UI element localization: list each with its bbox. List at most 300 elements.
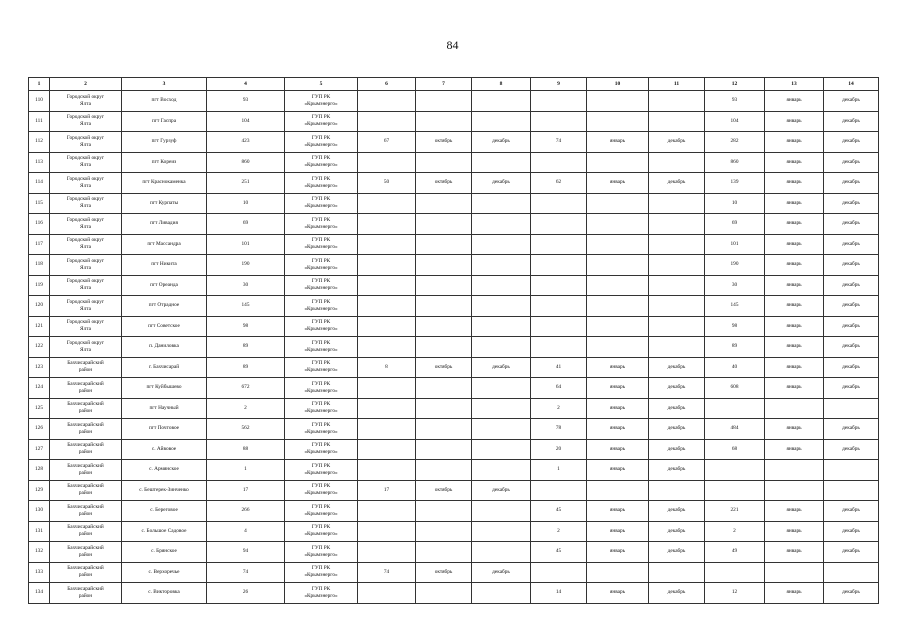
- col8-cell: декабрь: [472, 173, 531, 194]
- total-cell: 98: [207, 316, 285, 337]
- table-row: [29, 111, 879, 132]
- col6-cell: [358, 583, 416, 604]
- column-header-11: 11: [649, 78, 705, 91]
- column-header-6: 6: [358, 78, 416, 91]
- col11-cell: декабрь: [649, 398, 705, 419]
- col8-cell: [472, 378, 531, 399]
- col12-cell: [705, 562, 765, 583]
- district-cell: [50, 378, 122, 399]
- organization-cell-line: «Крымэнерго»: [304, 592, 338, 599]
- district-cell: [50, 439, 122, 460]
- col7-cell: [416, 111, 472, 132]
- organization-cell-line: «Крымэнерго»: [304, 408, 338, 415]
- col13-cell: январь: [765, 214, 824, 235]
- col12-cell: 30: [705, 275, 765, 296]
- column-header-1: 1: [29, 78, 50, 91]
- district-cell-line: Городской округ: [66, 339, 105, 346]
- organization-cell-line: ГУП РК: [311, 339, 331, 346]
- district-cell: [50, 214, 122, 235]
- district-cell-line: Ялта: [80, 100, 91, 107]
- organization-cell: [285, 480, 358, 501]
- district-cell-line: Бахчисарайский: [67, 442, 104, 449]
- col8-cell: декабрь: [472, 132, 531, 153]
- organization-cell-line: «Крымэнерго»: [304, 264, 338, 271]
- col12-cell: 860: [705, 152, 765, 173]
- locality-cell: пгт Краснокаменка: [122, 173, 207, 194]
- col7-cell: [416, 583, 472, 604]
- district-cell: [50, 296, 122, 317]
- col6-cell: [358, 378, 416, 399]
- col8-cell: [472, 214, 531, 235]
- col8-cell: [472, 316, 531, 337]
- total-cell: 74: [207, 562, 285, 583]
- col6-cell: [358, 316, 416, 337]
- organization-cell-line: ГУП РК: [311, 216, 331, 223]
- col11-cell: [649, 234, 705, 255]
- col6-cell: [358, 337, 416, 358]
- row-number: 122: [29, 337, 50, 358]
- organization-cell-line: ГУП РК: [311, 585, 331, 592]
- locality-cell: пгт Научный: [122, 398, 207, 419]
- col11-cell: [649, 111, 705, 132]
- district-cell: [50, 460, 122, 481]
- organization-cell-line: «Крымэнерго»: [304, 285, 338, 292]
- district-cell-line: Ялта: [80, 326, 91, 333]
- col7-cell: [416, 439, 472, 460]
- locality-cell: пгт Ливадия: [122, 214, 207, 235]
- col8-cell: [472, 521, 531, 542]
- district-cell: [50, 193, 122, 214]
- organization-cell-line: «Крымэнерго»: [304, 346, 338, 353]
- page-number: 84: [446, 38, 459, 52]
- district-cell: [50, 111, 122, 132]
- district-cell: [50, 275, 122, 296]
- col12-cell: [705, 398, 765, 419]
- locality-cell: пгт Почтовое: [122, 419, 207, 440]
- district-cell: [50, 173, 122, 194]
- col10-cell: [587, 562, 649, 583]
- table-row: [29, 234, 879, 255]
- table-row: [29, 296, 879, 317]
- col12-cell: 608: [705, 378, 765, 399]
- district-cell-line: Городской округ: [66, 114, 105, 121]
- col11-cell: [649, 152, 705, 173]
- district-cell-line: район: [78, 592, 93, 599]
- district-cell-line: Ялта: [80, 244, 91, 251]
- district-cell-line: район: [78, 572, 93, 579]
- organization-cell-line: ГУП РК: [311, 503, 331, 510]
- col11-cell: [649, 316, 705, 337]
- col14-cell: декабрь: [824, 275, 879, 296]
- col10-cell: [587, 480, 649, 501]
- col6-cell: [358, 234, 416, 255]
- col8-cell: [472, 193, 531, 214]
- organization-cell: [285, 439, 358, 460]
- row-number: 124: [29, 378, 50, 399]
- col13-cell: [765, 480, 824, 501]
- locality-cell: с. Верхоречье: [122, 562, 207, 583]
- col11-cell: декабрь: [649, 419, 705, 440]
- col10-cell: январь: [587, 173, 649, 194]
- organization-cell-line: «Крымэнерго»: [304, 305, 338, 312]
- col6-cell: [358, 398, 416, 419]
- col9-cell: 41: [531, 357, 587, 378]
- col9-cell: 78: [531, 419, 587, 440]
- col13-cell: январь: [765, 275, 824, 296]
- col7-cell: [416, 316, 472, 337]
- organization-cell: [285, 501, 358, 522]
- col10-cell: [587, 275, 649, 296]
- col9-cell: [531, 193, 587, 214]
- table-row: [29, 419, 879, 440]
- col13-cell: январь: [765, 193, 824, 214]
- total-cell: 1: [207, 460, 285, 481]
- col10-cell: январь: [587, 583, 649, 604]
- col11-cell: декабрь: [649, 357, 705, 378]
- col8-cell: [472, 296, 531, 317]
- total-cell: 93: [207, 91, 285, 112]
- organization-cell: [285, 193, 358, 214]
- locality-cell: пгт Восход: [122, 91, 207, 112]
- total-cell: 101: [207, 234, 285, 255]
- row-number: 127: [29, 439, 50, 460]
- organization-cell: [285, 419, 358, 440]
- column-header-9: 9: [531, 78, 587, 91]
- organization-cell-line: «Крымэнерго»: [304, 387, 338, 394]
- col14-cell: декабрь: [824, 316, 879, 337]
- table-row: [29, 275, 879, 296]
- district-cell-line: Городской округ: [66, 278, 105, 285]
- district-cell-line: Ялта: [80, 203, 91, 210]
- organization-cell-line: «Крымэнерго»: [304, 141, 338, 148]
- organization-cell-line: ГУП РК: [311, 483, 331, 490]
- total-cell: 423: [207, 132, 285, 153]
- locality-cell: пгт Отрадное: [122, 296, 207, 317]
- col7-cell: [416, 91, 472, 112]
- col11-cell: [649, 255, 705, 276]
- district-cell-line: район: [78, 387, 93, 394]
- col8-cell: [472, 419, 531, 440]
- row-number: 132: [29, 542, 50, 563]
- district-cell: [50, 562, 122, 583]
- col13-cell: январь: [765, 521, 824, 542]
- district-cell-line: район: [78, 490, 93, 497]
- col11-cell: [649, 193, 705, 214]
- row-number: 128: [29, 460, 50, 481]
- col14-cell: декабрь: [824, 439, 879, 460]
- total-cell: 88: [207, 439, 285, 460]
- col8-cell: [472, 439, 531, 460]
- col8-cell: [472, 398, 531, 419]
- col14-cell: декабрь: [824, 337, 879, 358]
- total-cell: 2: [207, 398, 285, 419]
- col12-cell: 221: [705, 501, 765, 522]
- col7-cell: [416, 234, 472, 255]
- total-cell: 30: [207, 275, 285, 296]
- organization-cell: [285, 460, 358, 481]
- district-cell-line: район: [78, 428, 93, 435]
- row-number: 130: [29, 501, 50, 522]
- col10-cell: [587, 337, 649, 358]
- total-cell: 251: [207, 173, 285, 194]
- organization-cell-line: ГУП РК: [311, 237, 331, 244]
- col7-cell: октябрь: [416, 480, 472, 501]
- col6-cell: 8: [358, 357, 416, 378]
- col8-cell: [472, 337, 531, 358]
- organization-cell: [285, 214, 358, 235]
- district-cell-line: Городской округ: [66, 298, 105, 305]
- col11-cell: декабрь: [649, 521, 705, 542]
- col11-cell: [649, 562, 705, 583]
- organization-cell: [285, 234, 358, 255]
- district-cell: [50, 583, 122, 604]
- total-cell: 94: [207, 542, 285, 563]
- district-cell-line: Городской округ: [66, 175, 105, 182]
- district-cell-line: Городской округ: [66, 237, 105, 244]
- district-cell: [50, 398, 122, 419]
- locality-cell: с. Викторовка: [122, 583, 207, 604]
- col9-cell: [531, 562, 587, 583]
- col10-cell: [587, 255, 649, 276]
- col6-cell: 74: [358, 562, 416, 583]
- organization-cell: [285, 357, 358, 378]
- col9-cell: [531, 337, 587, 358]
- col8-cell: декабрь: [472, 357, 531, 378]
- organization-cell: [285, 173, 358, 194]
- organization-cell-line: ГУП РК: [311, 380, 331, 387]
- district-cell-line: Бахчисарайский: [67, 421, 104, 428]
- row-number: 131: [29, 521, 50, 542]
- locality-cell: пгт Курпаты: [122, 193, 207, 214]
- col14-cell: декабрь: [824, 152, 879, 173]
- district-cell-line: район: [78, 531, 93, 538]
- district-cell-line: Ялта: [80, 141, 91, 148]
- district-cell: [50, 255, 122, 276]
- col14-cell: декабрь: [824, 234, 879, 255]
- organization-cell: [285, 337, 358, 358]
- total-cell: 4: [207, 521, 285, 542]
- table-row: [29, 480, 879, 501]
- col10-cell: январь: [587, 357, 649, 378]
- col12-cell: 89: [705, 337, 765, 358]
- organization-cell-line: «Крымэнерго»: [304, 469, 338, 476]
- row-number: 133: [29, 562, 50, 583]
- col9-cell: [531, 296, 587, 317]
- col14-cell: декабрь: [824, 378, 879, 399]
- total-cell: 190: [207, 255, 285, 276]
- col12-cell: 49: [705, 542, 765, 563]
- organization-cell-line: ГУП РК: [311, 298, 331, 305]
- col6-cell: [358, 296, 416, 317]
- col6-cell: 17: [358, 480, 416, 501]
- col9-cell: [531, 316, 587, 337]
- col13-cell: январь: [765, 357, 824, 378]
- district-cell-line: Ялта: [80, 346, 91, 353]
- col9-cell: [531, 480, 587, 501]
- district-cell-line: Бахчисарайский: [67, 585, 104, 592]
- district-cell-line: Ялта: [80, 223, 91, 230]
- total-cell: 266: [207, 501, 285, 522]
- organization-cell-line: ГУП РК: [311, 196, 331, 203]
- organization-cell-line: ГУП РК: [311, 114, 331, 121]
- col9-cell: [531, 91, 587, 112]
- organization-cell-line: ГУП РК: [311, 442, 331, 449]
- col6-cell: 67: [358, 132, 416, 153]
- col10-cell: [587, 316, 649, 337]
- organization-cell-line: ГУП РК: [311, 544, 331, 551]
- district-cell-line: Бахчисарайский: [67, 360, 104, 367]
- col9-cell: [531, 214, 587, 235]
- col10-cell: январь: [587, 521, 649, 542]
- row-number: 134: [29, 583, 50, 604]
- col8-cell: [472, 583, 531, 604]
- organization-cell-line: «Крымэнерго»: [304, 223, 338, 230]
- col13-cell: январь: [765, 173, 824, 194]
- col9-cell: [531, 152, 587, 173]
- organization-cell: [285, 378, 358, 399]
- table-row: [29, 132, 879, 153]
- locality-cell: пгт Массандра: [122, 234, 207, 255]
- organization-cell-line: ГУП РК: [311, 524, 331, 531]
- col7-cell: [416, 255, 472, 276]
- total-cell: 672: [207, 378, 285, 399]
- table-row: [29, 583, 879, 604]
- col8-cell: [472, 501, 531, 522]
- col13-cell: январь: [765, 378, 824, 399]
- col13-cell: январь: [765, 583, 824, 604]
- organization-cell-line: ГУП РК: [311, 319, 331, 326]
- col11-cell: [649, 480, 705, 501]
- column-header-4: 4: [207, 78, 285, 91]
- locality-cell: с. Бештерек-Зинченко: [122, 480, 207, 501]
- col9-cell: 45: [531, 542, 587, 563]
- col14-cell: [824, 460, 879, 481]
- table-row: [29, 542, 879, 563]
- organization-cell: [285, 296, 358, 317]
- organization-cell: [285, 91, 358, 112]
- col9-cell: 64: [531, 378, 587, 399]
- organization-cell-line: ГУП РК: [311, 175, 331, 182]
- total-cell: 89: [207, 357, 285, 378]
- locality-cell: с. Большое Садовое: [122, 521, 207, 542]
- col7-cell: октябрь: [416, 132, 472, 153]
- district-cell-line: Городской округ: [66, 257, 105, 264]
- col13-cell: январь: [765, 419, 824, 440]
- col10-cell: [587, 193, 649, 214]
- column-header-14: 14: [824, 78, 879, 91]
- table-row: [29, 91, 879, 112]
- col12-cell: 101: [705, 234, 765, 255]
- column-header-13: 13: [765, 78, 824, 91]
- organization-cell: [285, 521, 358, 542]
- col9-cell: [531, 275, 587, 296]
- col14-cell: декабрь: [824, 357, 879, 378]
- col10-cell: [587, 214, 649, 235]
- row-number: 123: [29, 357, 50, 378]
- organization-cell: [285, 562, 358, 583]
- district-cell-line: Ялта: [80, 182, 91, 189]
- col10-cell: [587, 296, 649, 317]
- district-cell-line: Ялта: [80, 121, 91, 128]
- row-number: 114: [29, 173, 50, 194]
- col6-cell: [358, 111, 416, 132]
- col14-cell: декабрь: [824, 419, 879, 440]
- col6-cell: [358, 501, 416, 522]
- col13-cell: январь: [765, 234, 824, 255]
- col13-cell: [765, 562, 824, 583]
- col7-cell: [416, 398, 472, 419]
- col11-cell: декабрь: [649, 542, 705, 563]
- locality-cell: п. Даниловка: [122, 337, 207, 358]
- row-number: 116: [29, 214, 50, 235]
- col10-cell: январь: [587, 398, 649, 419]
- row-number: 115: [29, 193, 50, 214]
- col12-cell: 484: [705, 419, 765, 440]
- district-cell-line: район: [78, 551, 93, 558]
- col11-cell: декабрь: [649, 583, 705, 604]
- col13-cell: [765, 460, 824, 481]
- col6-cell: [358, 193, 416, 214]
- district-cell-line: Городской округ: [66, 93, 105, 100]
- organization-cell-line: «Крымэнерго»: [304, 551, 338, 558]
- organization-cell-line: «Крымэнерго»: [304, 121, 338, 128]
- district-cell: [50, 234, 122, 255]
- district-cell: [50, 152, 122, 173]
- col7-cell: [416, 419, 472, 440]
- locality-cell: г. Бахчисарай: [122, 357, 207, 378]
- locality-cell: пгт Гаспра: [122, 111, 207, 132]
- table-row: [29, 460, 879, 481]
- table-row: [29, 173, 879, 194]
- organization-cell-line: ГУП РК: [311, 93, 331, 100]
- row-number: 121: [29, 316, 50, 337]
- col9-cell: 45: [531, 501, 587, 522]
- organization-cell-line: «Крымэнерго»: [304, 510, 338, 517]
- col7-cell: [416, 521, 472, 542]
- col10-cell: [587, 234, 649, 255]
- locality-cell: с. Брянское: [122, 542, 207, 563]
- total-cell: 562: [207, 419, 285, 440]
- district-cell-line: район: [78, 449, 93, 456]
- col13-cell: январь: [765, 501, 824, 522]
- col8-cell: [472, 275, 531, 296]
- col11-cell: декабрь: [649, 378, 705, 399]
- column-header-8: 8: [472, 78, 531, 91]
- organization-cell-line: ГУП РК: [311, 134, 331, 141]
- col12-cell: 190: [705, 255, 765, 276]
- row-number: 120: [29, 296, 50, 317]
- col13-cell: январь: [765, 337, 824, 358]
- organization-cell: [285, 316, 358, 337]
- district-cell-line: район: [78, 510, 93, 517]
- district-cell: [50, 419, 122, 440]
- col11-cell: [649, 337, 705, 358]
- organization-cell: [285, 255, 358, 276]
- district-cell-line: Бахчисарайский: [67, 565, 104, 572]
- locality-cell: пгт Никита: [122, 255, 207, 276]
- col10-cell: январь: [587, 460, 649, 481]
- district-cell: [50, 316, 122, 337]
- col8-cell: [472, 152, 531, 173]
- row-number: 110: [29, 91, 50, 112]
- district-cell-line: район: [78, 367, 93, 374]
- district-cell: [50, 501, 122, 522]
- data-table: [28, 77, 879, 604]
- organization-cell-line: «Крымэнерго»: [304, 449, 338, 456]
- col9-cell: 2: [531, 398, 587, 419]
- col9-cell: [531, 111, 587, 132]
- district-cell-line: Бахчисарайский: [67, 380, 104, 387]
